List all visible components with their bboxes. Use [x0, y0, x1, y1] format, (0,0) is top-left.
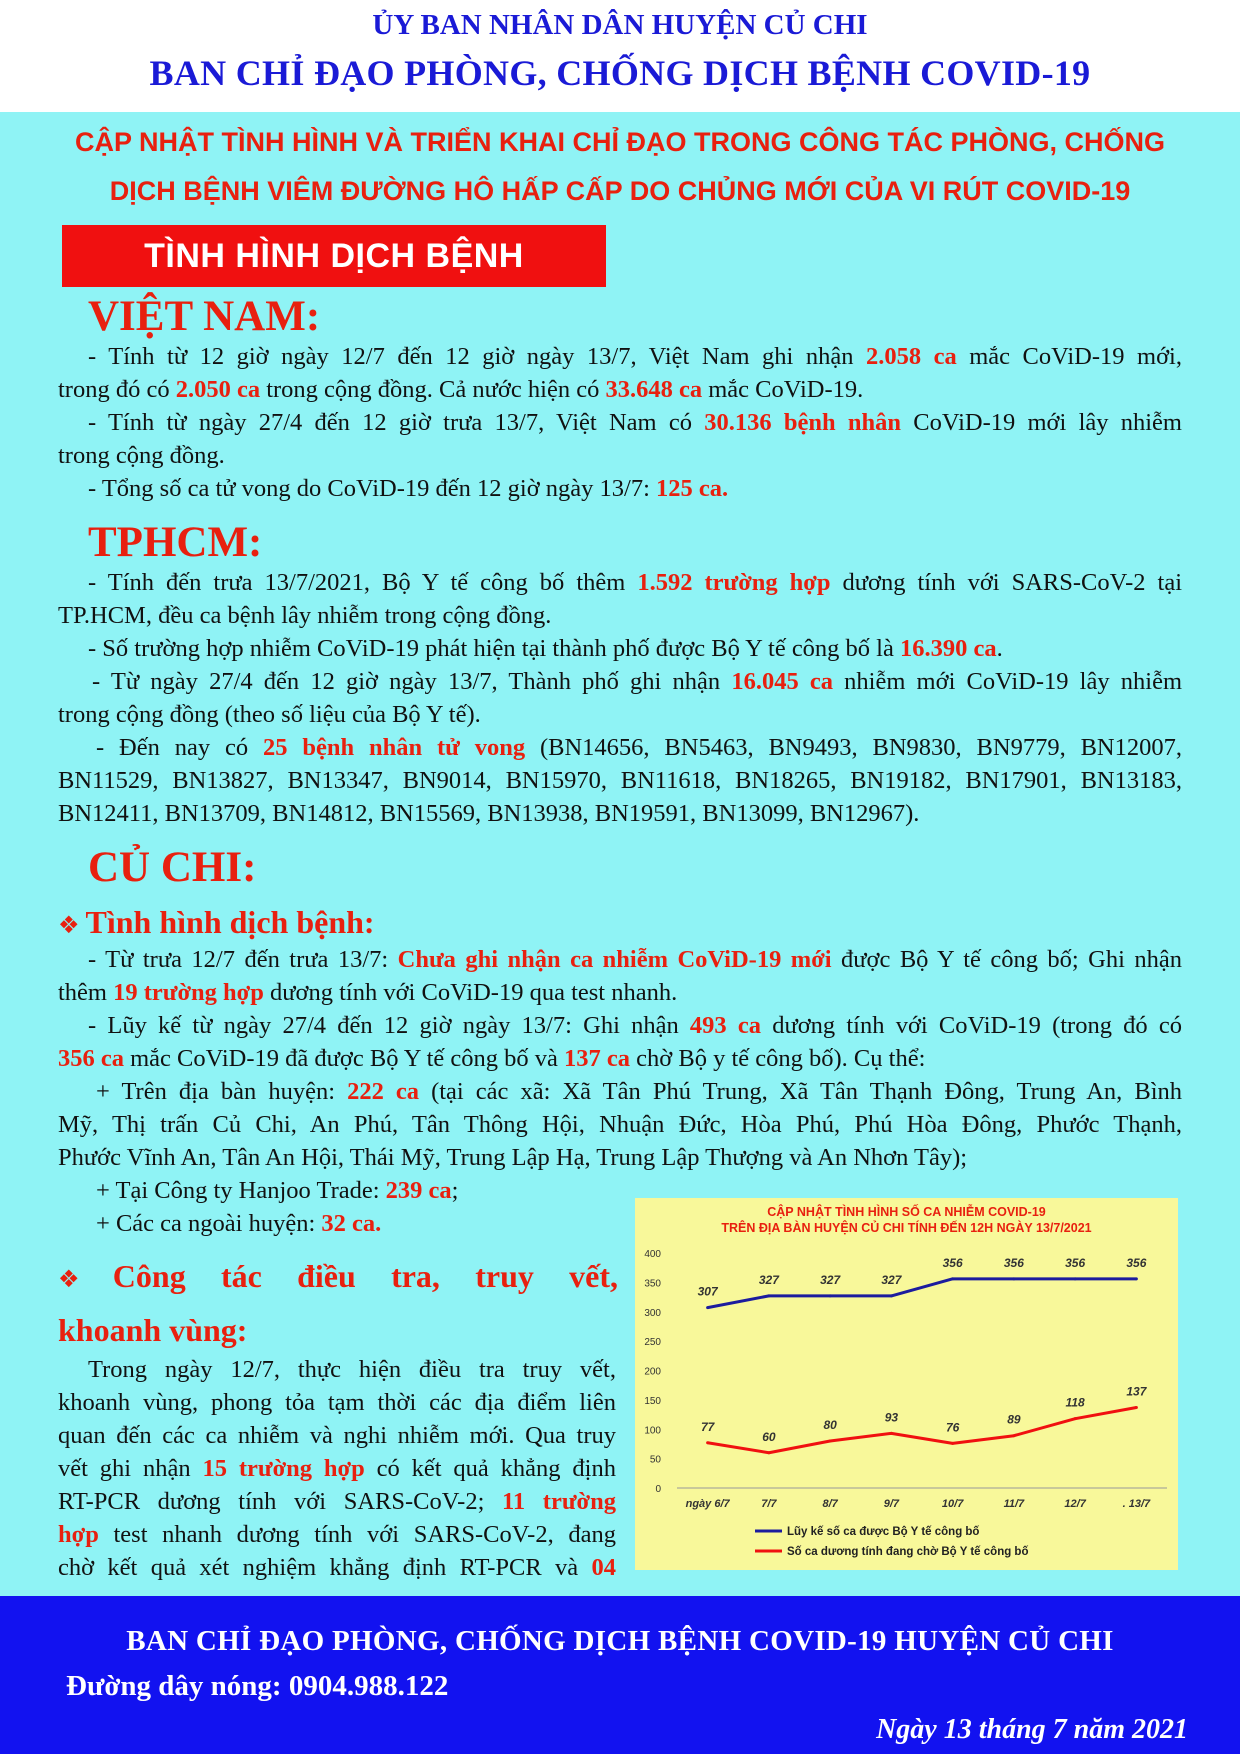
- chart-panel: [635, 1198, 1178, 1570]
- hcm-para-3-line-2: trong cộng đồng (theo số liệu của Bộ Y tế).: [58, 701, 481, 728]
- data-label: 356: [1065, 1255, 1086, 1270]
- heading-hcm: TPHCM:: [88, 519, 263, 566]
- tracing-line-2: khoanh vùng, phong tỏa tạm thời các địa điểm liên: [58, 1389, 616, 1416]
- data-label: 118: [1065, 1395, 1085, 1410]
- section-banner: TÌNH HÌNH DỊCH BỆNH: [62, 225, 606, 287]
- footer: [0, 1596, 1240, 1754]
- vn-para-1-line-1: - Tính từ 12 giờ ngày 12/7 đến 12 giờ ngày 13/7, Việt Nam ghi nhận 2.058 ca mắc CoViD-19 mới,: [88, 343, 1182, 370]
- data-label: 137: [1126, 1384, 1147, 1399]
- x-tick-label: ngày 6/7: [685, 1498, 730, 1510]
- cuchi-subheading-tracing-1: ❖ Công tác điều tra, truy vết,: [58, 1258, 619, 1294]
- series-1-point: [706, 1306, 709, 1309]
- cuchi-subheading-situation: ❖ Tình hình dịch bệnh:: [58, 904, 375, 940]
- data-label: 327: [881, 1272, 902, 1287]
- series-1-point: [1074, 1277, 1077, 1280]
- series-1-point: [951, 1277, 954, 1280]
- chart-title: CẬP NHẬT TÌNH HÌNH SỐ CA NHIỄM COVID-19: [767, 1205, 1046, 1219]
- tracing-line-5: RT-PCR dương tính với SARS-CoV-2; 11 trường: [58, 1488, 616, 1515]
- data-label: 327: [820, 1272, 841, 1287]
- data-label: 307: [697, 1284, 718, 1299]
- vn-para-1-line-2: trong đó có 2.050 ca trong cộng đồng. Cả nước hiện có 33.648 ca mắc CoViD-19.: [58, 376, 864, 403]
- header: [0, 0, 1240, 112]
- heading-cuchi: CỦ CHI:: [88, 844, 257, 891]
- tracing-line-1: Trong ngày 12/7, thực hiện điều tra truy vết,: [88, 1356, 616, 1383]
- data-label: 80: [823, 1418, 837, 1432]
- header-committee: BAN CHỈ ĐẠO PHÒNG, CHỐNG DỊCH BỆNH COVID-19: [149, 53, 1091, 93]
- y-tick-label: 50: [649, 1454, 661, 1466]
- x-tick-label: 8/7: [822, 1498, 838, 1510]
- data-label: 76: [945, 1420, 960, 1435]
- cuchi-para-3-line-2: Mỹ, Thị trấn Củ Chi, An Phú, Tân Thông Hội, Nhuận Đức, Hòa Phú, Phú Hòa Đông, Phước Thạnh,: [58, 1111, 1182, 1138]
- footer-date: Ngày 13 tháng 7 năm 2021: [876, 1714, 1188, 1745]
- hcm-para-2: - Số trường hợp nhiễm CoViD-19 phát hiện tại thành phố được Bộ Y tế công bố là 16.390 ca.: [88, 635, 1003, 662]
- vn-para-3: - Tổng số ca tử vong do CoViD-19 đến 12 giờ ngày 13/7: 125 ca.: [88, 475, 729, 502]
- cuchi-para-3-line-3: Phước Vĩnh An, Tân An Hội, Thái Mỹ, Trung Lập Hạ, Trung Lập Thượng và An Nhơn Tây);: [58, 1144, 968, 1171]
- series-2-point: [1012, 1434, 1015, 1437]
- series-2-point: [1135, 1406, 1138, 1409]
- line-chart: [635, 1198, 1178, 1570]
- cuchi-para-2-line-1: - Lũy kế từ ngày 27/4 đến 12 giờ ngày 13/7: Ghi nhận 493 ca dương tính với CoViD-19 (trong đó có: [88, 1012, 1182, 1039]
- tracing-line-3: quan đến các ca nhiễm và nghi nhiễm mới. Qua truy: [58, 1422, 616, 1449]
- x-tick-label: 11/7: [1003, 1498, 1025, 1510]
- cuchi-para-3-line-1: + Trên địa bàn huyện: 222 ca (tại các xã: Xã Tân Phú Trung, Xã Tân Thạnh Đông, Trung An, Bình: [96, 1078, 1183, 1105]
- hcm-para-1-line-1: - Tính đến trưa 13/7/2021, Bộ Y tế công bố thêm 1.592 trường hợp dương tính với SARS-CoV-2 tại: [88, 569, 1182, 596]
- data-label: 93: [884, 1410, 899, 1425]
- y-tick-label: 250: [644, 1337, 661, 1349]
- heading-vietnam: VIỆT NAM:: [88, 293, 321, 340]
- series-1-point: [890, 1294, 893, 1297]
- series-1-point: [767, 1294, 770, 1297]
- x-tick-label: 12/7: [1064, 1498, 1086, 1510]
- cuchi-subheading-tracing-2: khoanh vùng:: [58, 1312, 248, 1348]
- cuchi-para-1-line-1: - Từ trưa 12/7 đến trưa 13/7: Chưa ghi nhận ca nhiễm CoViD-19 mới được Bộ Y tế công bố; Ghi nhận: [88, 946, 1182, 973]
- cuchi-para-4: + Tại Công ty Hanjoo Trade: 239 ca;: [96, 1177, 459, 1204]
- hcm-para-1-line-2: TP.HCM, đều ca bệnh lây nhiễm trong cộng đồng.: [58, 602, 552, 629]
- legend-label-1: Lũy kế số ca được Bộ Y tế công bố: [787, 1526, 980, 1538]
- series-2-point: [829, 1440, 832, 1443]
- data-label: 60: [762, 1429, 776, 1444]
- hcm-para-3-line-1: - Từ ngày 27/4 đến 12 giờ ngày 13/7, Thành phố ghi nhận 16.045 ca nhiễm mới CoViD-19 lây nhiễm: [92, 668, 1183, 695]
- y-tick-label: 150: [644, 1395, 661, 1407]
- series-1-point: [829, 1294, 832, 1297]
- y-tick-label: 300: [644, 1307, 661, 1319]
- tracing-line-7: chờ kết quả xét nghiệm khẳng định RT-PCR và 04: [58, 1554, 616, 1581]
- y-tick-label: 100: [644, 1425, 661, 1437]
- cuchi-para-5: + Các ca ngoài huyện: 32 ca.: [96, 1210, 382, 1237]
- series-1-point: [1012, 1277, 1015, 1280]
- data-label: 356: [1126, 1255, 1147, 1270]
- data-label: 356: [1003, 1255, 1024, 1270]
- diamond-bullet-icon-2: ❖: [58, 1265, 107, 1293]
- diamond-bullet-icon: ❖: [58, 911, 80, 939]
- data-label: 327: [758, 1272, 779, 1287]
- y-tick-label: 0: [655, 1484, 661, 1495]
- series-2-point: [951, 1442, 954, 1445]
- footer-committee: BAN CHỈ ĐẠO PHÒNG, CHỐNG DỊCH BỆNH COVID-19 HUYỆN CỦ CHI: [126, 1625, 1114, 1657]
- series-2-point: [1074, 1417, 1077, 1420]
- header-agency: ỦY BAN NHÂN DÂN HUYỆN CỦ CHI: [372, 9, 868, 41]
- series-1-point: [1135, 1277, 1138, 1280]
- cuchi-para-1-line-2: thêm 19 trường hợp dương tính với CoViD-19 qua test nhanh.: [58, 979, 678, 1006]
- x-tick-label: . 13/7: [1122, 1498, 1151, 1510]
- tracing-line-4: vết ghi nhận 15 trường hợp có kết quả khẳng định: [58, 1455, 616, 1482]
- series-2-point: [767, 1451, 770, 1454]
- data-label: 77: [700, 1419, 715, 1434]
- data-label: 356: [942, 1255, 963, 1270]
- x-tick-label: 10/7: [941, 1498, 964, 1510]
- y-tick-label: 350: [644, 1278, 661, 1290]
- hcm-para-4-line-1: - Đến nay có 25 bệnh nhân tử vong (BN14656, BN5463, BN9493, BN9830, BN9779, BN12007,: [96, 734, 1182, 761]
- vn-para-2-line-2: trong cộng đồng.: [58, 442, 225, 469]
- subtitle-line-1: CẬP NHẬT TÌNH HÌNH VÀ TRIỂN KHAI CHỈ ĐẠO TRONG CÔNG TÁC PHÒNG, CHỐNG: [74, 127, 1165, 157]
- legend-label-2: Số ca dương tính đang chờ Bộ Y tế công bố: [787, 1546, 1029, 1558]
- x-tick-label: 9/7: [883, 1498, 900, 1510]
- series-2-point: [706, 1441, 709, 1444]
- cuchi-para-2-line-2: 356 ca mắc CoViD-19 đã được Bộ Y tế công bố và 137 ca chờ Bộ y tế công bố). Cụ thể:: [58, 1045, 926, 1072]
- x-tick-label: 7/7: [761, 1498, 777, 1510]
- hcm-para-4-line-3: BN12411, BN13709, BN14812, BN15569, BN13938, BN19591, BN13099, BN12967).: [58, 800, 920, 827]
- y-tick-label: 200: [644, 1366, 661, 1378]
- footer-hotline: Đường dây nóng: 0904.988.122: [66, 1670, 449, 1702]
- chart-subtitle: TRÊN ĐỊA BÀN HUYỆN CỦ CHI TÍNH ĐẾN 12H NGÀY 13/7/2021: [721, 1221, 1092, 1235]
- vn-para-2-line-1: - Tính từ ngày 27/4 đến 12 giờ trưa 13/7, Việt Nam có 30.136 bệnh nhân CoViD-19 mới lây nhiễm: [88, 409, 1182, 436]
- subtitle-line-2: DỊCH BỆNH VIÊM ĐƯỜNG HÔ HẤP CẤP DO CHỦNG MỚI CỦA VI RÚT COVID-19: [109, 176, 1131, 206]
- y-tick-label: 400: [644, 1249, 661, 1260]
- tracing-line-6: hợp test nhanh dương tính với SARS-CoV-2, đang: [58, 1521, 616, 1548]
- data-label: 89: [1007, 1412, 1021, 1427]
- series-2-point: [890, 1432, 893, 1435]
- hcm-para-4-line-2: BN11529, BN13827, BN13347, BN9014, BN15970, BN11618, BN18265, BN19182, BN17901, BN13183,: [58, 767, 1182, 794]
